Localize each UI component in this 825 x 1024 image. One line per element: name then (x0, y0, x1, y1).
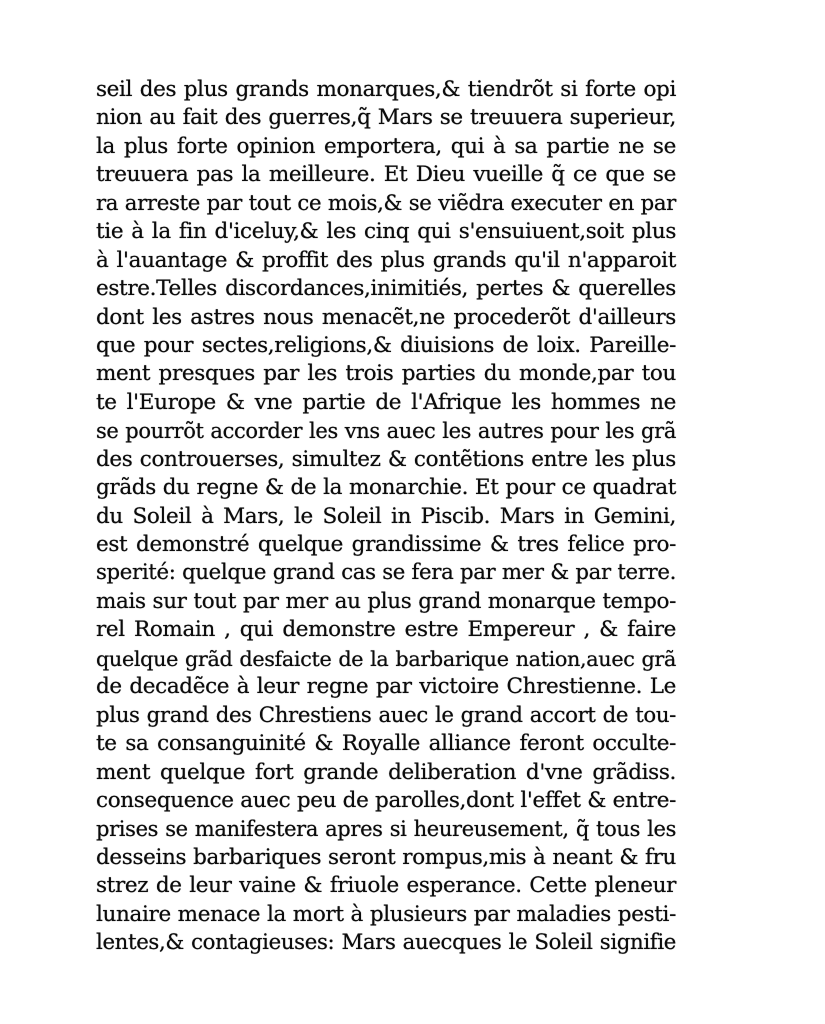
text-line: quelque grãd desfaicte de la barbarique nation,auec grã (96, 646, 676, 671)
text-line: seil des plus grands monarques,& tiendrõt si forte opi (96, 77, 676, 102)
text-line: ment quelque fort grande deliberation d'vne grãdiss. (96, 759, 676, 785)
text-line: mais sur tout par mer au plus grand monarque tempo- (96, 588, 676, 614)
text-line: te l'Europe & vne partie de l'Afrique les hommes ne (96, 389, 676, 415)
text-line: dont les astres nous menacẽt,ne procederõt d'ailleurs (96, 304, 676, 330)
text-line: prises se manifestera apres si heureusement, q̃ tous les (96, 817, 676, 842)
text-line: la plus forte opinion emportera, qui à sa partie ne se (96, 133, 676, 159)
text-line: rel Romain , qui demonstre estre Empereur , & faire (96, 617, 676, 643)
text-line: strez de leur vaine & friuole esperance. Cette pleneur (96, 873, 676, 899)
text-line: à l'auantage & proffit des plus grands qu'il n'apparoit (96, 247, 676, 273)
text-line: desseins barbariques seront rompus,mis à neant & fru (96, 844, 676, 870)
text-line: ra arreste par tout ce mois,& se viẽdra executer en par (96, 190, 676, 216)
text-line: tie à la fin d'iceluy,& les cinq qui s'ensuiuent,soit plus (96, 219, 676, 245)
text-line: lunaire menace la mort à plusieurs par maladies pesti- (96, 901, 676, 927)
text-line: du Soleil à Mars, le Soleil in Piscib. Mars in Gemini, (96, 503, 676, 529)
text-line: des controuerses, simultez & contẽtions entre les plus (96, 446, 676, 472)
text-line: que pour sectes,religions,& diuisions de loix. Pareille- (96, 332, 676, 358)
text-line: consequence auec peu de parolles,dont l'effet & entre- (96, 787, 676, 813)
text-line: est demonstré quelque grandissime & tres felice pro- (96, 532, 676, 557)
text-line: de decadẽce à leur regne par victoire Chrestienne. Le (96, 674, 676, 700)
text-line: plus grand des Chrestiens auec le grand accort de tou- (96, 702, 676, 728)
text-line: sperité: quelque grand cas se fera par mer & par terre. (96, 560, 676, 586)
text-line: treuuera pas la meilleure. Et Dieu vueille q̃ ce que se (96, 162, 676, 188)
text-line: lentes,& contagieuses: Mars auecques le Soleil signifie (96, 930, 676, 956)
text-line: te sa consanguinité & Royalle alliance feront occulte- (96, 731, 676, 757)
text-line: grãds du regne & de la monarchie. Et pour ce quadrat (96, 475, 676, 501)
text-line: se pourrõt accorder les vns auec les autres pour les grã (96, 419, 676, 444)
text-line: ment presques par les trois parties du monde,par tou (96, 361, 676, 387)
text-line: estre.Telles discordances,inimitiés, pertes & querelles (96, 276, 676, 302)
text-line: nion au fait des guerres,q̃ Mars se treuuera superieur, (96, 105, 676, 131)
page-text-block (96, 76, 676, 958)
